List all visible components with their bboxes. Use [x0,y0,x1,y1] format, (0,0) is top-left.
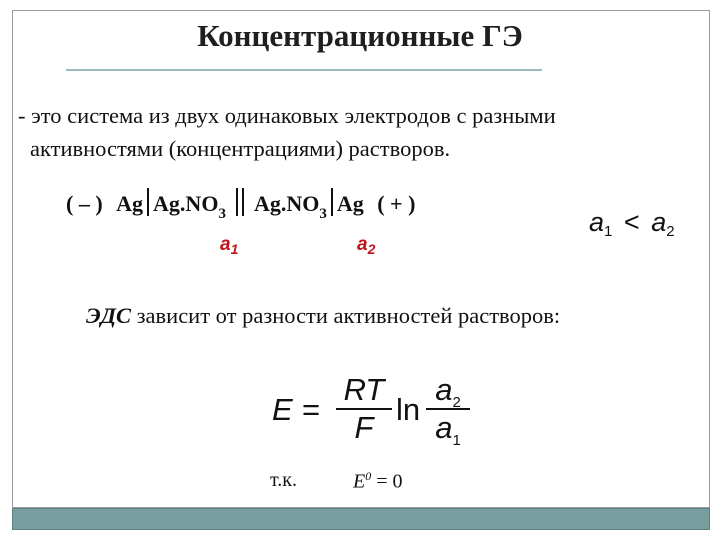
emf-statement [86,303,560,329]
solution-left-subscript: 3 [218,206,226,222]
title-underline [66,69,542,71]
emf-term: ЭДС [86,303,132,328]
ineq-left: a [589,207,605,237]
definition-line-2: активностями (концентрациями) растворов. [30,136,451,161]
e-symbol: E [353,470,366,493]
formula-fraction-rt-f [336,372,392,446]
since-label: т.к. [270,469,297,491]
ineq-left-sub: 1 [604,223,613,240]
salt-bridge-bar-2 [242,188,244,216]
ineq-right-sub: 2 [666,223,675,240]
solution-right: Ag.NO [253,191,320,216]
formula-numerator: RT [343,372,385,407]
formula-ln: ln [396,392,421,427]
activity-a2-symbol: a [357,234,368,255]
formula-a-den-sub: 1 [452,432,461,449]
formula-a-num-sub: 2 [452,394,461,411]
phase-boundary-right [331,188,333,216]
e-superscript: 0 [365,469,372,483]
activity-a2-subscript: 2 [367,241,376,257]
positive-sign: ( + ) [377,191,416,216]
activity-label-a2 [357,234,375,256]
emf-text: зависит от разности активностей растворов: [131,303,561,328]
formula-a-num: a [435,372,453,407]
activity-a1-symbol: a [220,234,231,255]
solution-left: Ag.NO [153,191,219,216]
activity-a1-subscript: 1 [230,241,239,257]
cell-scheme [66,188,416,222]
definition-text [18,99,708,165]
formula-equals: = [302,392,321,427]
salt-bridge-bar-1 [236,188,238,216]
formula-lhs: E [272,392,293,427]
electrode-right: Ag [336,191,364,216]
ineq-right: a [651,207,667,237]
activity-inequality [589,207,675,238]
e-equals-zero: = 0 [371,470,403,493]
standard-potential-note [353,469,403,494]
electrode-left: Ag [116,191,144,216]
formula-a-den: a [435,410,453,445]
slide-title: Концентрационные ГЭ [197,18,523,53]
definition-line-1: - это система из двух одинаковых электродов с разными [18,103,556,128]
phase-boundary-left [147,188,149,216]
nernst-formula [272,372,472,462]
formula-fraction-a2-a1 [426,372,470,449]
activity-label-a1 [220,234,238,256]
solution-right-subscript: 3 [319,206,327,222]
ineq-operator: < [623,207,640,237]
negative-sign: ( – ) [66,191,103,216]
formula-denominator: F [354,410,374,445]
footer-bar [12,508,710,530]
